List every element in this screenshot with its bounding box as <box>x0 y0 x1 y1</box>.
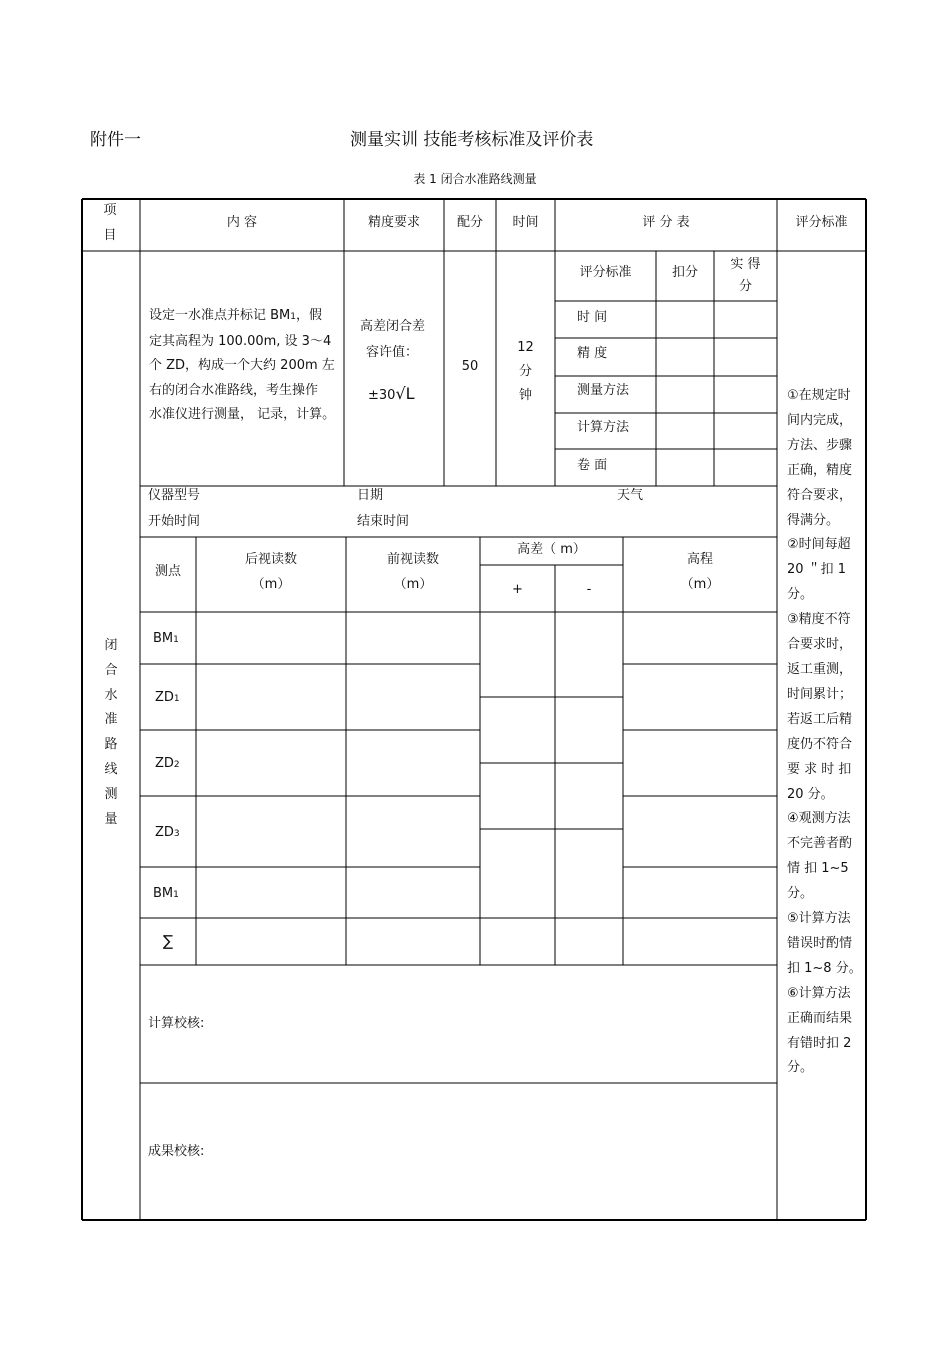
record-head-point: 测点 <box>154 564 181 579</box>
weather-label: 天气 <box>617 488 644 503</box>
record-head-fore-unit: （m） <box>393 577 433 592</box>
table-caption: 表 1 闭合水准路线测量 <box>413 172 537 186</box>
sub-row-label: 测量方法 <box>577 383 630 398</box>
header-score: 配分 <box>456 215 483 230</box>
sum-symbol: ∑ <box>162 932 174 950</box>
point-label: ZD3 <box>155 825 180 840</box>
score-value: 50 <box>461 359 479 374</box>
subhead-actual: 实 得 分 <box>730 257 761 294</box>
header-content: 内 容 <box>226 215 258 230</box>
sub-row-label: 计算方法 <box>577 420 630 435</box>
date-label: 日期 <box>357 488 384 503</box>
point-label: BM1 <box>153 886 179 901</box>
result-check-label: 成果校核: <box>148 1144 205 1159</box>
calc-check-label: 计算校核: <box>148 1016 205 1031</box>
precision-line2: 容许值： <box>366 345 419 360</box>
header-item-cell: 项 目 <box>103 203 117 243</box>
task-description: 设定一水准点并标记 BM1，假 定其高程为 100.00m, 设 3～4 个 ZD，构成一个大约 200m 左 右的闭合水准路线，考生操作 水准仪进行测量， 记录，计算。 <box>149 308 336 422</box>
header-precision: 精度要求 <box>367 215 420 230</box>
record-head-diff: 高差（ m） <box>517 542 586 557</box>
point-label: BM1 <box>153 631 179 646</box>
sub-row-label: 卷 面 <box>577 458 608 473</box>
record-head-minus: - <box>586 582 592 597</box>
sub-row-label: 精 度 <box>577 346 608 361</box>
instrument-label: 仪器型号 <box>148 488 201 503</box>
precision-formula: ±30√L <box>368 384 415 403</box>
project-name-vertical: 闭 合 水 准 路 线 测 量 <box>104 638 118 827</box>
page-title: 测量实训 技能考核标准及评价表 <box>350 130 594 150</box>
point-label: ZD2 <box>155 756 180 771</box>
criteria-text: ①在规定时 间内完成， 方法、步骤 正确，精度 符合要求， 得满分。 ②时间每超 20 ＂扣 1 分。 ③精度不符 合要求时， 返工重测， 时间累计； 若返工后精 度仍不符合 要 求 时 扣 20 分。 ④观测方法 不完善者酌 情 扣 1~5 分。 ⑤计算方法 错误时酌情 扣 1~8 分。 ⑥计算方法 正确而结果 有错时扣 2 分。 <box>787 388 862 1076</box>
subhead-deduct: 扣分 <box>671 265 698 280</box>
start-time-label: 开始时间 <box>148 514 201 529</box>
record-head-plus: + <box>512 582 523 597</box>
header-time: 时间 <box>512 215 539 230</box>
attachment-label: 附件一 <box>90 130 141 150</box>
header-criteria: 评分标准 <box>795 215 848 230</box>
point-label: ZD1 <box>155 690 180 705</box>
record-head-elev-unit: （m） <box>680 577 720 592</box>
record-head-back: 后视读数 <box>244 552 297 567</box>
record-head-fore: 前视读数 <box>386 552 439 567</box>
subhead-standard: 评分标准 <box>579 265 632 280</box>
record-head-elev: 高程 <box>686 552 713 567</box>
end-time-label: 结束时间 <box>357 514 410 529</box>
sub-row-label: 时 间 <box>577 310 608 325</box>
precision-line1: 高差闭合差 <box>360 319 426 334</box>
time-value: 12 分 钟 <box>517 340 534 403</box>
record-head-back-unit: （m） <box>251 577 291 592</box>
header-rating-table: 评 分 表 <box>642 215 690 230</box>
